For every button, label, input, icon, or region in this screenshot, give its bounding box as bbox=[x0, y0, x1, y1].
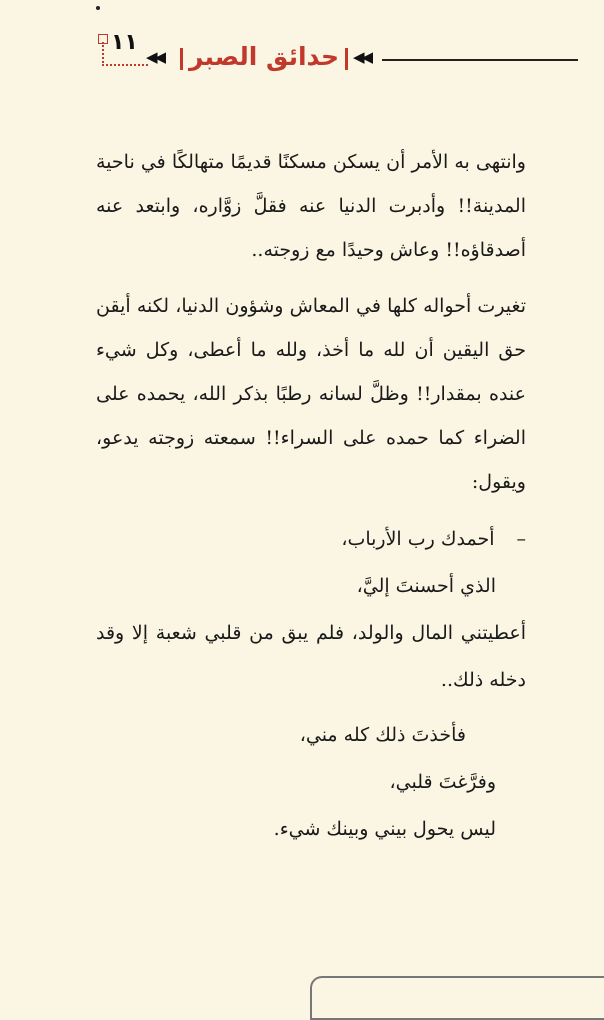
dash-marker: – bbox=[516, 528, 526, 550]
arrow-ornament-left-icon: ◀◀ bbox=[146, 48, 164, 66]
paragraph: تغيرت أحواله كلها في المعاش وشؤون الدنيا، لكنه أيقن حق اليقين أن لله ما أخذ، ولله ما أعطى، وكل شيء عنده بمقدار!! وظلَّ لسانه رطبًا بذكر الله، يحمده على الضراء كما حمده على السراء!! سمعته زوجته يدعو، ويقول: bbox=[96, 295, 526, 493]
verse-line: فأخذتَ ذلك كله مني، bbox=[299, 724, 466, 746]
title-divider-right bbox=[345, 48, 348, 70]
running-title: حدائق الصبر bbox=[189, 42, 339, 71]
page-number: ١١ bbox=[111, 30, 138, 55]
verse-line: وفرَّغتَ قلبي، bbox=[389, 771, 496, 793]
prayer-text: أعطيتني المال والولد، فلم يبق من قلبي شعبة إلا وقد دخله ذلك.. bbox=[96, 622, 526, 691]
verse-line bbox=[96, 516, 526, 563]
verse-text: أحمدك رب الأرباب، bbox=[341, 528, 495, 550]
scan-speck bbox=[96, 6, 100, 10]
verse-line: ليس يحول بيني وبينك شيء. bbox=[273, 818, 496, 840]
paragraph: وانتهى به الأمر أن يسكن مسكنًا قديمًا متهالكًا في ناحية المدينة!! وأدبرت الدنيا عنه فقلَّ زوَّاره، وابتعد عنه أصدقاؤه!! وعاش وحيدًا مع زوجته.. bbox=[96, 151, 526, 261]
header-rule bbox=[382, 59, 578, 61]
page-header bbox=[0, 28, 604, 88]
arrow-ornament-right-icon: ◀◀ bbox=[353, 48, 371, 66]
title-divider-left bbox=[180, 48, 183, 70]
verse-line: الذي أحسنتَ إليَّ، bbox=[356, 575, 496, 597]
page-body bbox=[96, 140, 526, 853]
footer-frame bbox=[310, 976, 604, 1020]
